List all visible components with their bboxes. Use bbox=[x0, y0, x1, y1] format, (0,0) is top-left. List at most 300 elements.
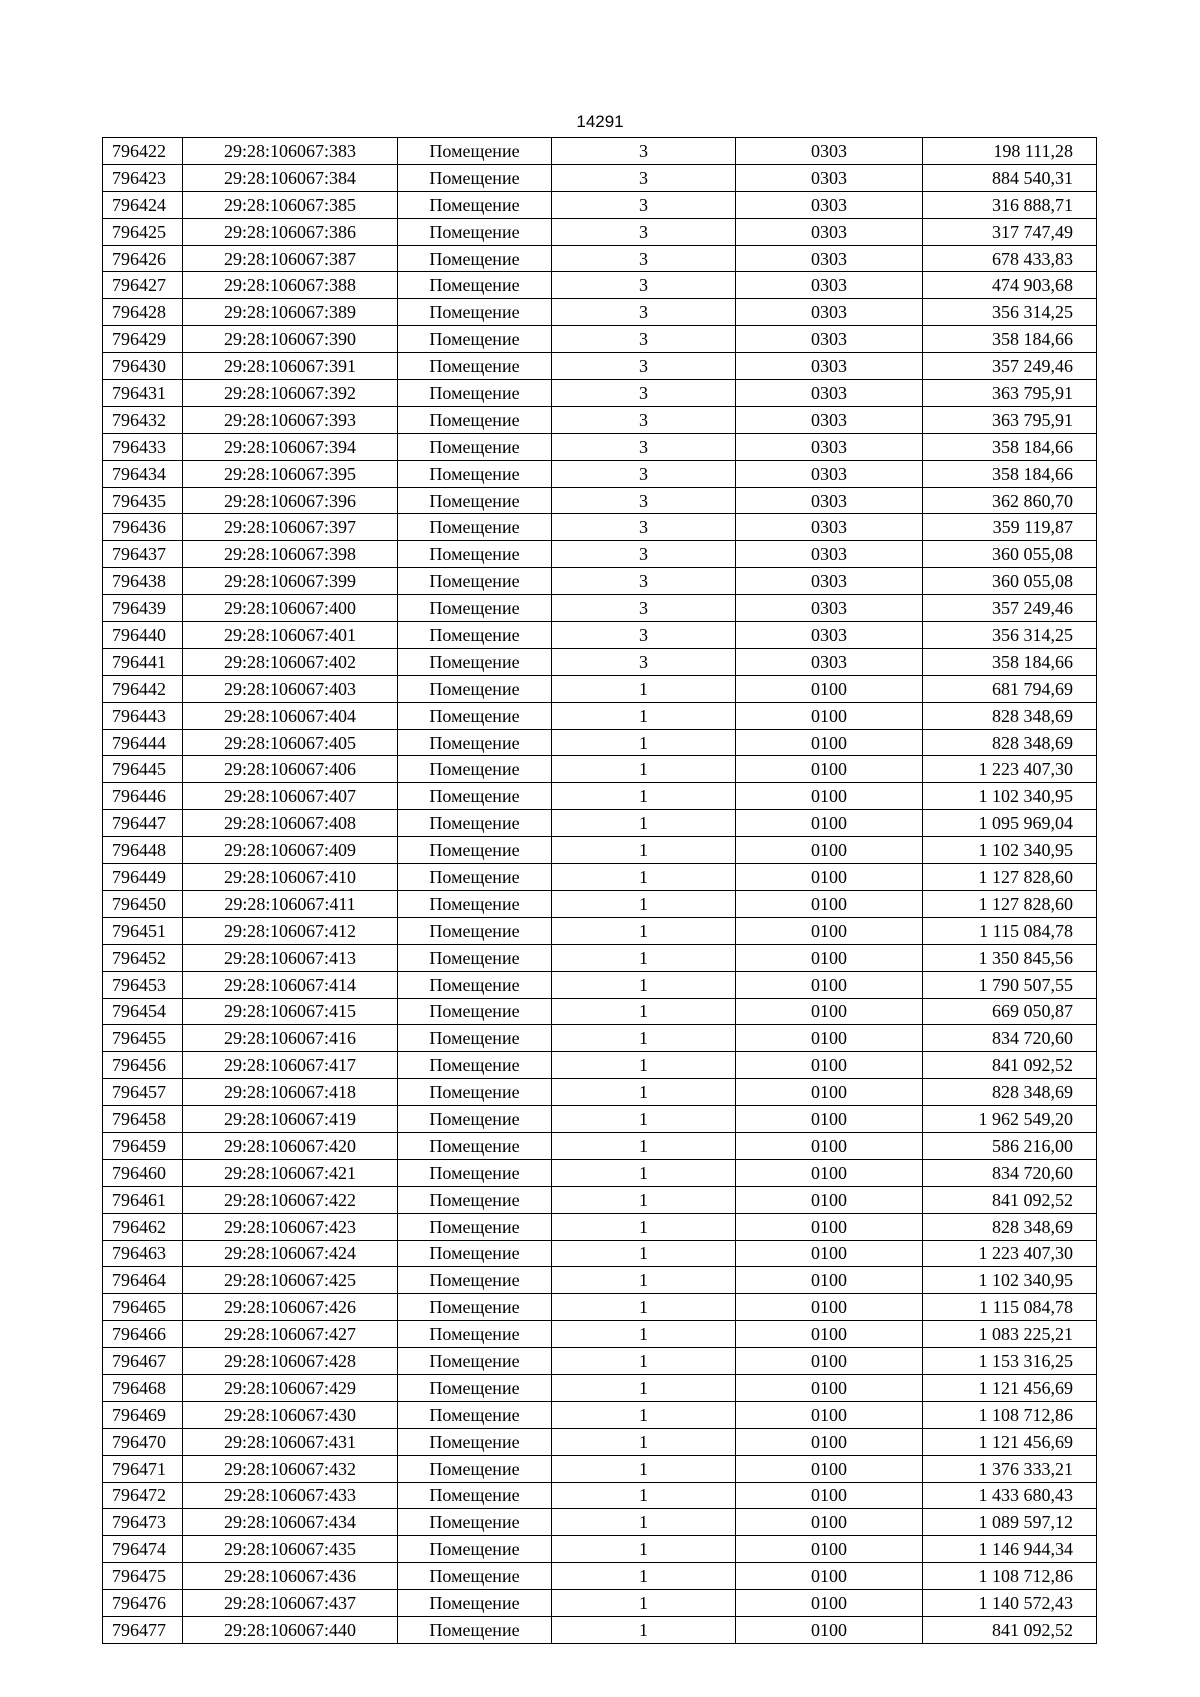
cadastral-value-cell: 1 790 507,55 bbox=[923, 971, 1097, 998]
group-cell: 3 bbox=[552, 487, 736, 514]
cadastral-number-cell: 29:28:106067:393 bbox=[183, 406, 398, 433]
cadastral-number-cell: 29:28:106067:386 bbox=[183, 218, 398, 245]
cadastral-number-cell: 29:28:106067:396 bbox=[183, 487, 398, 514]
table-row bbox=[103, 138, 1097, 165]
code-cell: 0303 bbox=[736, 514, 923, 541]
group-cell: 1 bbox=[552, 1079, 736, 1106]
table-row bbox=[103, 971, 1097, 998]
group-cell: 1 bbox=[552, 1455, 736, 1482]
cadastral-value-cell: 357 249,46 bbox=[923, 353, 1097, 380]
cadastral-value-cell: 586 216,00 bbox=[923, 1132, 1097, 1159]
code-cell: 0100 bbox=[736, 1186, 923, 1213]
object-type-cell: Помещение bbox=[398, 1321, 552, 1348]
object-type-cell: Помещение bbox=[398, 1052, 552, 1079]
code-cell: 0303 bbox=[736, 245, 923, 272]
cadastral-number-cell: 29:28:106067:422 bbox=[183, 1186, 398, 1213]
code-cell: 0100 bbox=[736, 1563, 923, 1590]
row-number-cell: 796438 bbox=[103, 568, 183, 595]
object-type-cell: Помещение bbox=[398, 433, 552, 460]
code-cell: 0100 bbox=[736, 1240, 923, 1267]
group-cell: 1 bbox=[552, 998, 736, 1025]
group-cell: 1 bbox=[552, 1321, 736, 1348]
group-cell: 3 bbox=[552, 218, 736, 245]
group-cell: 1 bbox=[552, 729, 736, 756]
table-row bbox=[103, 487, 1097, 514]
cadastral-value-cell: 362 860,70 bbox=[923, 487, 1097, 514]
row-number-cell: 796453 bbox=[103, 971, 183, 998]
code-cell: 0303 bbox=[736, 138, 923, 165]
code-cell: 0100 bbox=[736, 971, 923, 998]
group-cell: 1 bbox=[552, 1267, 736, 1294]
cadastral-value-cell: 884 540,31 bbox=[923, 164, 1097, 191]
code-cell: 0100 bbox=[736, 1106, 923, 1133]
row-number-cell: 796464 bbox=[103, 1267, 183, 1294]
code-cell: 0100 bbox=[736, 729, 923, 756]
group-cell: 3 bbox=[552, 272, 736, 299]
cadastral-value-cell: 1 121 456,69 bbox=[923, 1428, 1097, 1455]
cadastral-number-cell: 29:28:106067:389 bbox=[183, 299, 398, 326]
cadastral-number-cell: 29:28:106067:397 bbox=[183, 514, 398, 541]
table-row bbox=[103, 272, 1097, 299]
table-row bbox=[103, 1563, 1097, 1590]
row-number-cell: 796460 bbox=[103, 1159, 183, 1186]
object-type-cell: Помещение bbox=[398, 541, 552, 568]
table-row bbox=[103, 1186, 1097, 1213]
row-number-cell: 796424 bbox=[103, 191, 183, 218]
object-type-cell: Помещение bbox=[398, 514, 552, 541]
table-row bbox=[103, 783, 1097, 810]
row-number-cell: 796477 bbox=[103, 1616, 183, 1643]
object-type-cell: Помещение bbox=[398, 272, 552, 299]
cadastral-number-cell: 29:28:106067:437 bbox=[183, 1590, 398, 1617]
cadastral-number-cell: 29:28:106067:416 bbox=[183, 1025, 398, 1052]
table-row bbox=[103, 1616, 1097, 1643]
table-row bbox=[103, 1294, 1097, 1321]
cadastral-number-cell: 29:28:106067:440 bbox=[183, 1616, 398, 1643]
cadastral-value-cell: 681 794,69 bbox=[923, 675, 1097, 702]
group-cell: 1 bbox=[552, 1374, 736, 1401]
cadastral-value-cell: 828 348,69 bbox=[923, 729, 1097, 756]
object-type-cell: Помещение bbox=[398, 864, 552, 891]
group-cell: 1 bbox=[552, 890, 736, 917]
group-cell: 1 bbox=[552, 1482, 736, 1509]
row-number-cell: 796428 bbox=[103, 299, 183, 326]
cadastral-value-cell: 1 140 572,43 bbox=[923, 1590, 1097, 1617]
group-cell: 1 bbox=[552, 1590, 736, 1617]
cadastral-number-cell: 29:28:106067:423 bbox=[183, 1213, 398, 1240]
table-row bbox=[103, 191, 1097, 218]
row-number-cell: 796439 bbox=[103, 595, 183, 622]
table-row bbox=[103, 406, 1097, 433]
group-cell: 1 bbox=[552, 1240, 736, 1267]
row-number-cell: 796422 bbox=[103, 138, 183, 165]
code-cell: 0100 bbox=[736, 1482, 923, 1509]
cadastral-number-cell: 29:28:106067:403 bbox=[183, 675, 398, 702]
row-number-cell: 796443 bbox=[103, 702, 183, 729]
table-row bbox=[103, 1025, 1097, 1052]
cadastral-value-cell: 1 083 225,21 bbox=[923, 1321, 1097, 1348]
cadastral-number-cell: 29:28:106067:409 bbox=[183, 837, 398, 864]
group-cell: 1 bbox=[552, 810, 736, 837]
code-cell: 0100 bbox=[736, 1401, 923, 1428]
object-type-cell: Помещение bbox=[398, 917, 552, 944]
group-cell: 1 bbox=[552, 1132, 736, 1159]
object-type-cell: Помещение bbox=[398, 890, 552, 917]
object-type-cell: Помещение bbox=[398, 1401, 552, 1428]
cadastral-number-cell: 29:28:106067:402 bbox=[183, 648, 398, 675]
object-type-cell: Помещение bbox=[398, 1590, 552, 1617]
cadastral-value-cell: 834 720,60 bbox=[923, 1025, 1097, 1052]
object-type-cell: Помещение bbox=[398, 326, 552, 353]
code-cell: 0100 bbox=[736, 756, 923, 783]
object-type-cell: Помещение bbox=[398, 622, 552, 649]
cadastral-value-cell: 360 055,08 bbox=[923, 541, 1097, 568]
cadastral-value-cell: 669 050,87 bbox=[923, 998, 1097, 1025]
row-number-cell: 796459 bbox=[103, 1132, 183, 1159]
cadastral-value-cell: 360 055,08 bbox=[923, 568, 1097, 595]
cadastral-value-cell: 358 184,66 bbox=[923, 648, 1097, 675]
cadastral-number-cell: 29:28:106067:384 bbox=[183, 164, 398, 191]
table-row bbox=[103, 1590, 1097, 1617]
table-row bbox=[103, 810, 1097, 837]
cadastral-number-cell: 29:28:106067:431 bbox=[183, 1428, 398, 1455]
object-type-cell: Помещение bbox=[398, 648, 552, 675]
cadastral-number-cell: 29:28:106067:391 bbox=[183, 353, 398, 380]
cadastral-number-cell: 29:28:106067:418 bbox=[183, 1079, 398, 1106]
row-number-cell: 796445 bbox=[103, 756, 183, 783]
cadastral-value-cell: 1 350 845,56 bbox=[923, 944, 1097, 971]
cadastral-value-cell: 1 376 333,21 bbox=[923, 1455, 1097, 1482]
group-cell: 1 bbox=[552, 675, 736, 702]
group-cell: 1 bbox=[552, 756, 736, 783]
group-cell: 3 bbox=[552, 380, 736, 407]
cadastral-value-cell: 841 092,52 bbox=[923, 1052, 1097, 1079]
code-cell: 0100 bbox=[736, 1455, 923, 1482]
cadastral-number-cell: 29:28:106067:401 bbox=[183, 622, 398, 649]
cadastral-number-cell: 29:28:106067:435 bbox=[183, 1536, 398, 1563]
object-type-cell: Помещение bbox=[398, 1563, 552, 1590]
table-row bbox=[103, 1213, 1097, 1240]
code-cell: 0303 bbox=[736, 299, 923, 326]
object-type-cell: Помещение bbox=[398, 1159, 552, 1186]
object-type-cell: Помещение bbox=[398, 1240, 552, 1267]
row-number-cell: 796440 bbox=[103, 622, 183, 649]
cadastral-value-cell: 1 223 407,30 bbox=[923, 756, 1097, 783]
object-type-cell: Помещение bbox=[398, 406, 552, 433]
table-row bbox=[103, 1374, 1097, 1401]
row-number-cell: 796467 bbox=[103, 1348, 183, 1375]
code-cell: 0100 bbox=[736, 1428, 923, 1455]
group-cell: 3 bbox=[552, 460, 736, 487]
code-cell: 0303 bbox=[736, 622, 923, 649]
group-cell: 3 bbox=[552, 595, 736, 622]
cadastral-number-cell: 29:28:106067:420 bbox=[183, 1132, 398, 1159]
table-row bbox=[103, 1455, 1097, 1482]
row-number-cell: 796426 bbox=[103, 245, 183, 272]
row-number-cell: 796471 bbox=[103, 1455, 183, 1482]
cadastral-number-cell: 29:28:106067:424 bbox=[183, 1240, 398, 1267]
code-cell: 0100 bbox=[736, 837, 923, 864]
object-type-cell: Помещение bbox=[398, 1374, 552, 1401]
cadastral-number-cell: 29:28:106067:394 bbox=[183, 433, 398, 460]
code-cell: 0303 bbox=[736, 648, 923, 675]
table-row bbox=[103, 326, 1097, 353]
object-type-cell: Помещение bbox=[398, 1509, 552, 1536]
code-cell: 0303 bbox=[736, 433, 923, 460]
group-cell: 3 bbox=[552, 138, 736, 165]
table-row bbox=[103, 595, 1097, 622]
object-type-cell: Помещение bbox=[398, 218, 552, 245]
cadastral-value-cell: 356 314,25 bbox=[923, 622, 1097, 649]
row-number-cell: 796451 bbox=[103, 917, 183, 944]
group-cell: 3 bbox=[552, 433, 736, 460]
group-cell: 3 bbox=[552, 245, 736, 272]
table-row bbox=[103, 1401, 1097, 1428]
code-cell: 0303 bbox=[736, 326, 923, 353]
row-number-cell: 796454 bbox=[103, 998, 183, 1025]
group-cell: 3 bbox=[552, 191, 736, 218]
group-cell: 1 bbox=[552, 837, 736, 864]
table-row bbox=[103, 1428, 1097, 1455]
code-cell: 0100 bbox=[736, 1294, 923, 1321]
row-number-cell: 796455 bbox=[103, 1025, 183, 1052]
object-type-cell: Помещение bbox=[398, 756, 552, 783]
row-number-cell: 796472 bbox=[103, 1482, 183, 1509]
table-row bbox=[103, 1536, 1097, 1563]
cadastral-number-cell: 29:28:106067:400 bbox=[183, 595, 398, 622]
table-row bbox=[103, 1509, 1097, 1536]
row-number-cell: 796456 bbox=[103, 1052, 183, 1079]
code-cell: 0100 bbox=[736, 1590, 923, 1617]
group-cell: 1 bbox=[552, 783, 736, 810]
row-number-cell: 796448 bbox=[103, 837, 183, 864]
object-type-cell: Помещение bbox=[398, 810, 552, 837]
cadastral-number-cell: 29:28:106067:436 bbox=[183, 1563, 398, 1590]
row-number-cell: 796450 bbox=[103, 890, 183, 917]
object-type-cell: Помещение bbox=[398, 702, 552, 729]
object-type-cell: Помещение bbox=[398, 380, 552, 407]
page-number: 14291 bbox=[576, 112, 624, 131]
table-row bbox=[103, 245, 1097, 272]
code-cell: 0100 bbox=[736, 783, 923, 810]
cadastral-value-cell: 1 121 456,69 bbox=[923, 1374, 1097, 1401]
cadastral-value-cell: 678 433,83 bbox=[923, 245, 1097, 272]
code-cell: 0100 bbox=[736, 944, 923, 971]
object-type-cell: Помещение bbox=[398, 1455, 552, 1482]
code-cell: 0303 bbox=[736, 218, 923, 245]
cadastral-number-cell: 29:28:106067:404 bbox=[183, 702, 398, 729]
cadastral-number-cell: 29:28:106067:388 bbox=[183, 272, 398, 299]
cadastral-value-cell: 1 223 407,30 bbox=[923, 1240, 1097, 1267]
group-cell: 1 bbox=[552, 1428, 736, 1455]
table-row bbox=[103, 702, 1097, 729]
cadastral-value-cell: 358 184,66 bbox=[923, 433, 1097, 460]
group-cell: 1 bbox=[552, 1106, 736, 1133]
group-cell: 3 bbox=[552, 622, 736, 649]
cadastral-number-cell: 29:28:106067:395 bbox=[183, 460, 398, 487]
object-type-cell: Помещение bbox=[398, 353, 552, 380]
code-cell: 0100 bbox=[736, 675, 923, 702]
cadastral-number-cell: 29:28:106067:428 bbox=[183, 1348, 398, 1375]
cadastral-value-cell: 363 795,91 bbox=[923, 380, 1097, 407]
cadastral-number-cell: 29:28:106067:425 bbox=[183, 1267, 398, 1294]
code-cell: 0100 bbox=[736, 998, 923, 1025]
row-number-cell: 796462 bbox=[103, 1213, 183, 1240]
table-row bbox=[103, 998, 1097, 1025]
object-type-cell: Помещение bbox=[398, 1482, 552, 1509]
code-cell: 0303 bbox=[736, 191, 923, 218]
group-cell: 1 bbox=[552, 1616, 736, 1643]
table-row bbox=[103, 514, 1097, 541]
cadastral-value-cell: 1 089 597,12 bbox=[923, 1509, 1097, 1536]
table-row bbox=[103, 1132, 1097, 1159]
cadastral-value-cell: 317 747,49 bbox=[923, 218, 1097, 245]
table-row bbox=[103, 864, 1097, 891]
cadastral-number-cell: 29:28:106067:432 bbox=[183, 1455, 398, 1482]
row-number-cell: 796452 bbox=[103, 944, 183, 971]
cadastral-value-cell: 828 348,69 bbox=[923, 1079, 1097, 1106]
cadastral-value-cell: 1 146 944,34 bbox=[923, 1536, 1097, 1563]
group-cell: 3 bbox=[552, 514, 736, 541]
code-cell: 0303 bbox=[736, 353, 923, 380]
cadastral-value-cell: 357 249,46 bbox=[923, 595, 1097, 622]
group-cell: 3 bbox=[552, 541, 736, 568]
row-number-cell: 796431 bbox=[103, 380, 183, 407]
row-number-cell: 796437 bbox=[103, 541, 183, 568]
cadastral-number-cell: 29:28:106067:407 bbox=[183, 783, 398, 810]
group-cell: 1 bbox=[552, 917, 736, 944]
row-number-cell: 796476 bbox=[103, 1590, 183, 1617]
cadastral-value-cell: 358 184,66 bbox=[923, 326, 1097, 353]
code-cell: 0303 bbox=[736, 272, 923, 299]
group-cell: 3 bbox=[552, 164, 736, 191]
object-type-cell: Помещение bbox=[398, 1213, 552, 1240]
table-row bbox=[103, 1240, 1097, 1267]
table-row bbox=[103, 756, 1097, 783]
table-row bbox=[103, 944, 1097, 971]
table-row bbox=[103, 164, 1097, 191]
group-cell: 1 bbox=[552, 864, 736, 891]
cadastral-number-cell: 29:28:106067:398 bbox=[183, 541, 398, 568]
object-type-cell: Помещение bbox=[398, 1348, 552, 1375]
code-cell: 0100 bbox=[736, 1536, 923, 1563]
object-type-cell: Помещение bbox=[398, 1428, 552, 1455]
code-cell: 0303 bbox=[736, 595, 923, 622]
table-row bbox=[103, 460, 1097, 487]
object-type-cell: Помещение bbox=[398, 729, 552, 756]
cadastral-number-cell: 29:28:106067:427 bbox=[183, 1321, 398, 1348]
table-row bbox=[103, 890, 1097, 917]
code-cell: 0100 bbox=[736, 890, 923, 917]
cadastral-number-cell: 29:28:106067:433 bbox=[183, 1482, 398, 1509]
group-cell: 1 bbox=[552, 1052, 736, 1079]
object-type-cell: Помещение bbox=[398, 245, 552, 272]
cadastral-number-cell: 29:28:106067:410 bbox=[183, 864, 398, 891]
object-type-cell: Помещение bbox=[398, 1079, 552, 1106]
cadastral-number-cell: 29:28:106067:421 bbox=[183, 1159, 398, 1186]
row-number-cell: 796442 bbox=[103, 675, 183, 702]
object-type-cell: Помещение bbox=[398, 595, 552, 622]
table-row bbox=[103, 1348, 1097, 1375]
code-cell: 0100 bbox=[736, 1509, 923, 1536]
cadastral-value-cell: 1 962 549,20 bbox=[923, 1106, 1097, 1133]
cadastral-value-cell: 1 108 712,86 bbox=[923, 1563, 1097, 1590]
code-cell: 0100 bbox=[736, 1321, 923, 1348]
code-cell: 0100 bbox=[736, 864, 923, 891]
cadastral-value-cell: 1 102 340,95 bbox=[923, 783, 1097, 810]
cadastral-number-cell: 29:28:106067:399 bbox=[183, 568, 398, 595]
cadastral-value-cell: 841 092,52 bbox=[923, 1616, 1097, 1643]
group-cell: 3 bbox=[552, 299, 736, 326]
table-row bbox=[103, 433, 1097, 460]
group-cell: 3 bbox=[552, 406, 736, 433]
table-row bbox=[103, 1482, 1097, 1509]
code-cell: 0100 bbox=[736, 1267, 923, 1294]
table-row bbox=[103, 380, 1097, 407]
cadastral-value-cell: 1 095 969,04 bbox=[923, 810, 1097, 837]
row-number-cell: 796465 bbox=[103, 1294, 183, 1321]
cadastral-number-cell: 29:28:106067:412 bbox=[183, 917, 398, 944]
cadastral-value-cell: 828 348,69 bbox=[923, 1213, 1097, 1240]
code-cell: 0303 bbox=[736, 541, 923, 568]
cadastral-value-cell: 363 795,91 bbox=[923, 406, 1097, 433]
cadastral-number-cell: 29:28:106067:383 bbox=[183, 138, 398, 165]
row-number-cell: 796444 bbox=[103, 729, 183, 756]
table-row bbox=[103, 648, 1097, 675]
cadastral-number-cell: 29:28:106067:414 bbox=[183, 971, 398, 998]
cadastral-number-cell: 29:28:106067:411 bbox=[183, 890, 398, 917]
cadastral-value-cell: 316 888,71 bbox=[923, 191, 1097, 218]
object-type-cell: Помещение bbox=[398, 1106, 552, 1133]
group-cell: 3 bbox=[552, 568, 736, 595]
row-number-cell: 796475 bbox=[103, 1563, 183, 1590]
object-type-cell: Помещение bbox=[398, 1616, 552, 1643]
row-number-cell: 796449 bbox=[103, 864, 183, 891]
cadastral-value-cell: 834 720,60 bbox=[923, 1159, 1097, 1186]
group-cell: 1 bbox=[552, 1563, 736, 1590]
group-cell: 1 bbox=[552, 971, 736, 998]
cadastral-value-cell: 1 153 316,25 bbox=[923, 1348, 1097, 1375]
table-row bbox=[103, 729, 1097, 756]
cadastral-number-cell: 29:28:106067:413 bbox=[183, 944, 398, 971]
cadastral-number-cell: 29:28:106067:406 bbox=[183, 756, 398, 783]
table-row bbox=[103, 1106, 1097, 1133]
cadastral-number-cell: 29:28:106067:419 bbox=[183, 1106, 398, 1133]
row-number-cell: 796436 bbox=[103, 514, 183, 541]
code-cell: 0100 bbox=[736, 917, 923, 944]
table-row bbox=[103, 568, 1097, 595]
cadastral-number-cell: 29:28:106067:392 bbox=[183, 380, 398, 407]
row-number-cell: 796430 bbox=[103, 353, 183, 380]
table-row bbox=[103, 218, 1097, 245]
code-cell: 0100 bbox=[736, 810, 923, 837]
row-number-cell: 796466 bbox=[103, 1321, 183, 1348]
object-type-cell: Помещение bbox=[398, 191, 552, 218]
code-cell: 0100 bbox=[736, 1079, 923, 1106]
row-number-cell: 796458 bbox=[103, 1106, 183, 1133]
table-row bbox=[103, 299, 1097, 326]
row-number-cell: 796470 bbox=[103, 1428, 183, 1455]
object-type-cell: Помещение bbox=[398, 1186, 552, 1213]
object-type-cell: Помещение bbox=[398, 1132, 552, 1159]
cadastral-number-cell: 29:28:106067:390 bbox=[183, 326, 398, 353]
cadastral-value-cell: 841 092,52 bbox=[923, 1186, 1097, 1213]
object-type-cell: Помещение bbox=[398, 299, 552, 326]
cadastral-value-table bbox=[102, 137, 1097, 1644]
group-cell: 1 bbox=[552, 1348, 736, 1375]
cadastral-value-cell: 358 184,66 bbox=[923, 460, 1097, 487]
code-cell: 0303 bbox=[736, 460, 923, 487]
